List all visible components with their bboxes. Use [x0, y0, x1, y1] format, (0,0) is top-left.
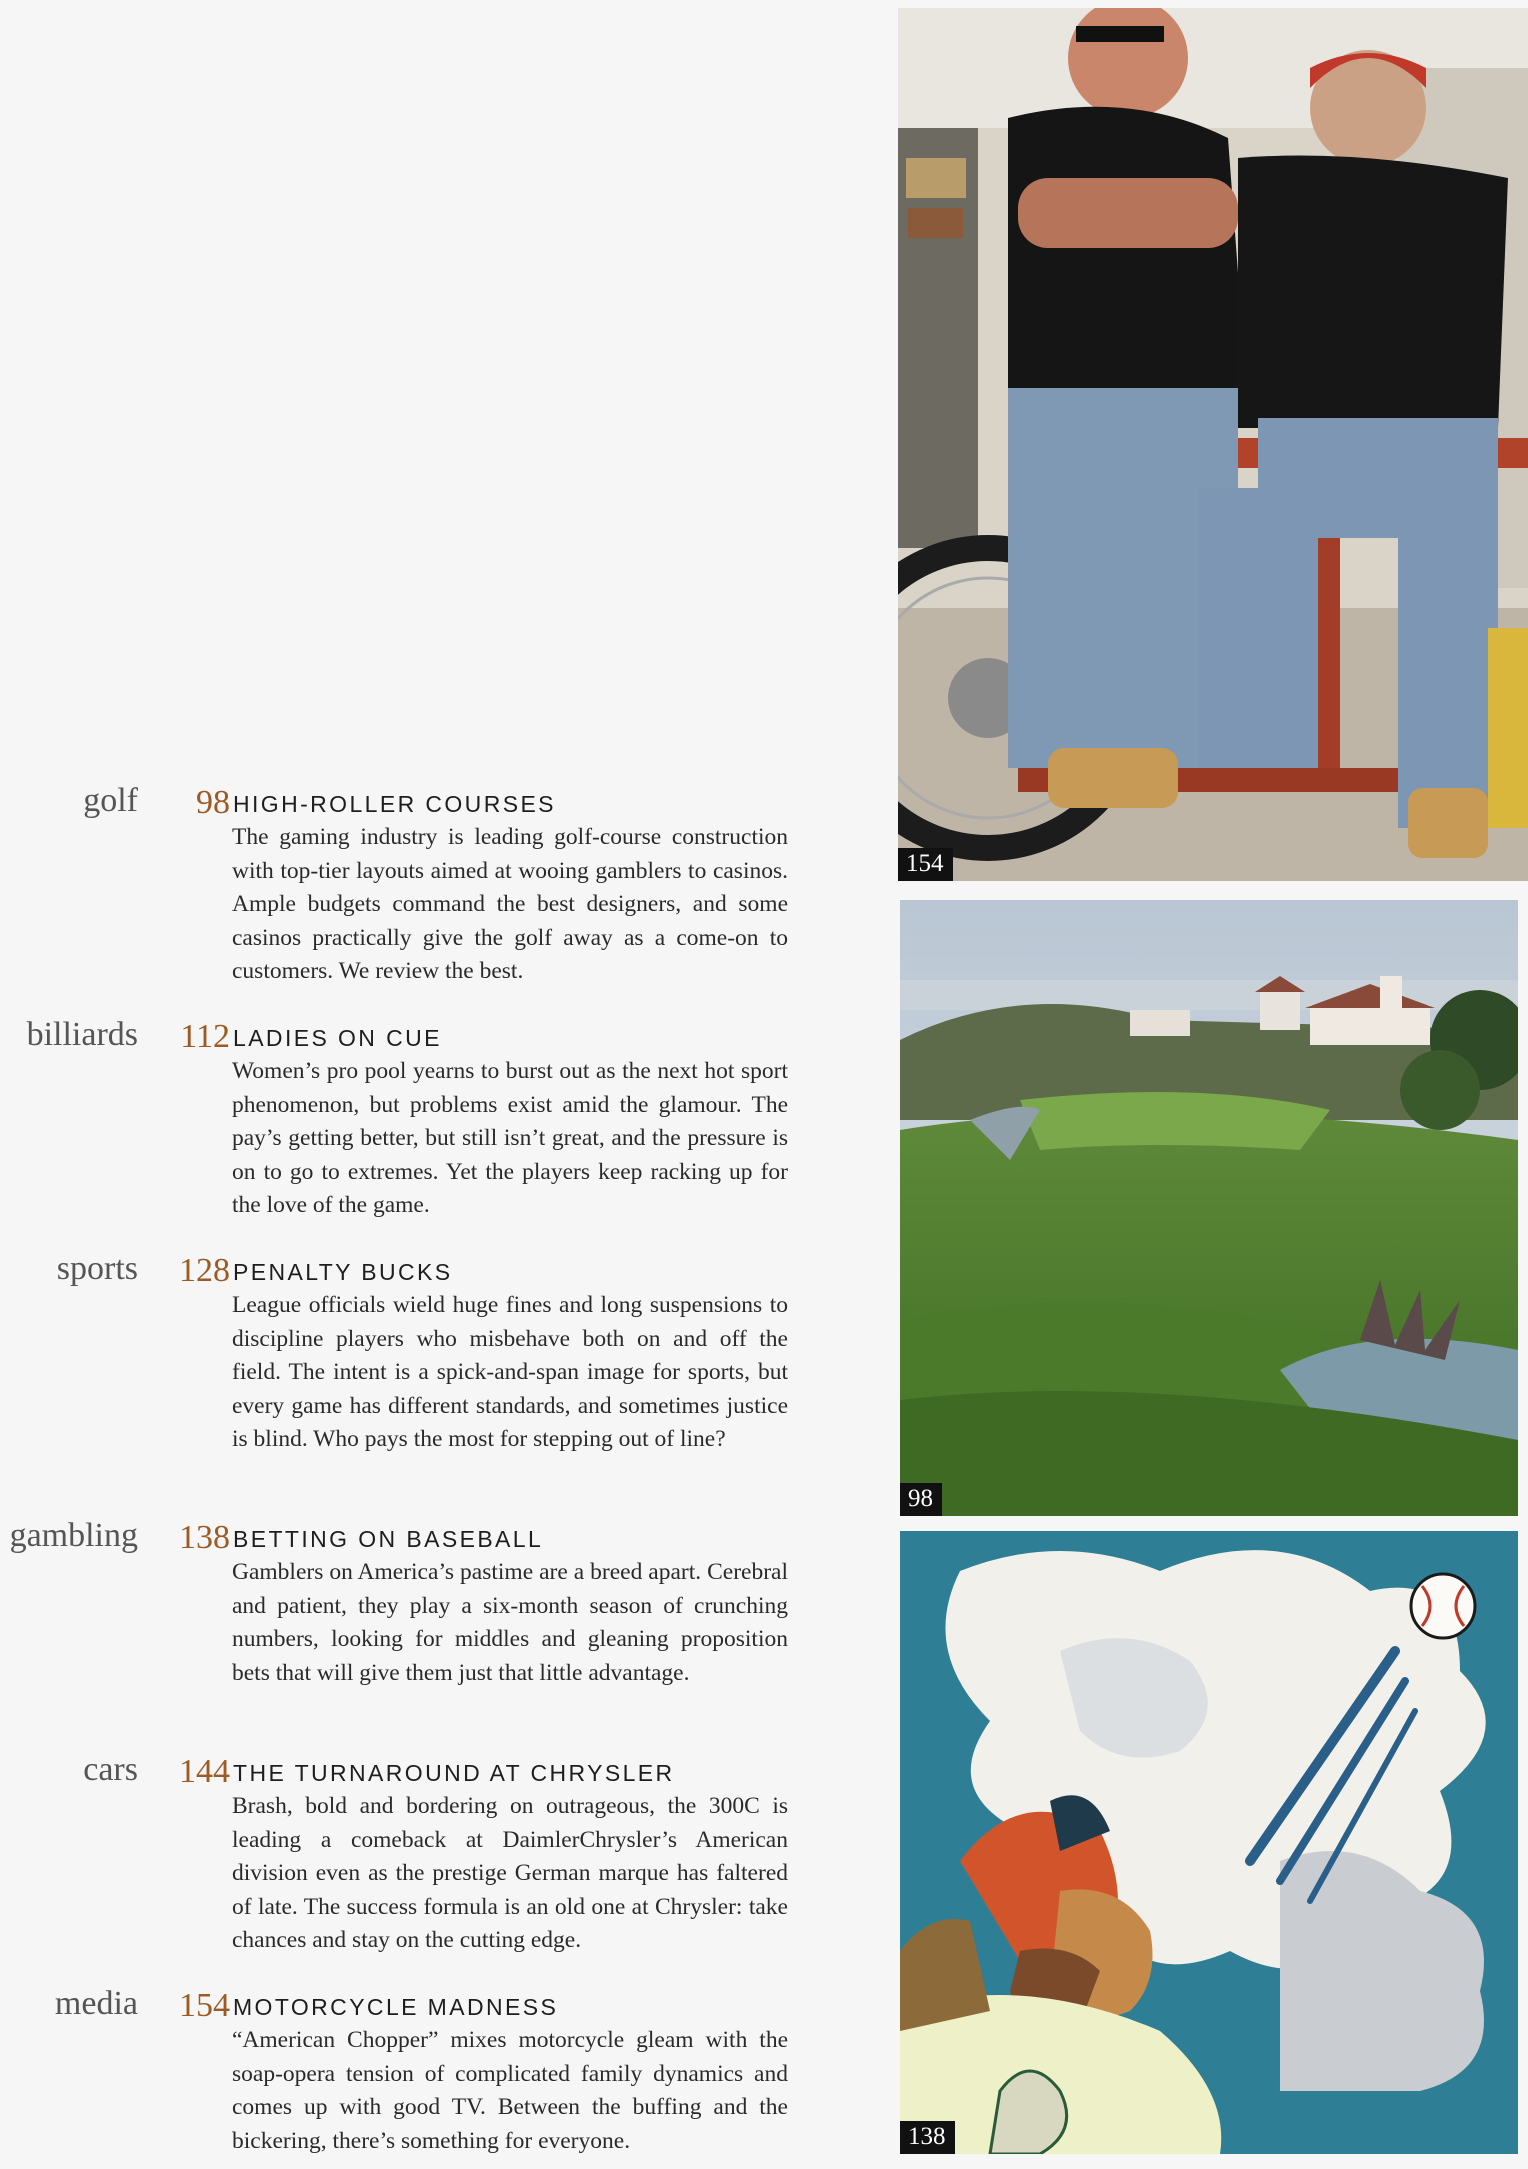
- page-number[interactable]: 98: [196, 784, 230, 821]
- article-description: The gaming industry is leading golf-course construction with top-tier layouts aimed at wooing gamblers to casinos. Ample budgets command the best designers, and some casinos practically give the golf away as a come-on to customers. We review the best.: [232, 824, 788, 985]
- section-label: cars: [83, 1751, 138, 1788]
- article-headline[interactable]: LADIES ON CUE: [233, 1025, 442, 1051]
- baseball-illustration-image: [900, 1531, 1518, 2154]
- photo-page-badge: 138: [900, 2121, 955, 2154]
- entry-cars[interactable]: [0, 1750, 800, 1960]
- section-label: billiards: [26, 1016, 138, 1053]
- article-description: Brash, bold and bordering on outrageous, the 300C is leading a comeback at DaimlerChrysler’s American division even as the prestige German marque has faltered of late. The success formula is an old one at Chrysler: take chances and stay on the cutting edge.: [232, 1793, 788, 1954]
- article-headline[interactable]: THE TURNAROUND AT CHRYSLER: [233, 1760, 675, 1786]
- article-headline[interactable]: HIGH-ROLLER COURSES: [233, 791, 556, 817]
- photo-page-badge: 98: [900, 1483, 942, 1516]
- men-garage-image: [898, 8, 1528, 881]
- article-description: “American Chopper” mixes motorcycle gleam with the soap-opera tension of complicated family dynamics and comes up with good TV. Between the buffing and the bickering, there’s something for everyone.: [232, 2027, 788, 2154]
- page-number[interactable]: 128: [179, 1252, 230, 1289]
- article-headline[interactable]: BETTING ON BASEBALL: [233, 1526, 544, 1552]
- section-label: media: [54, 1985, 138, 2022]
- golf-course-image: [900, 900, 1518, 1516]
- page-number[interactable]: 154: [179, 1987, 230, 2024]
- entry-billiards[interactable]: [0, 1015, 800, 1225]
- section-label: sports: [56, 1250, 138, 1287]
- entry-media[interactable]: [0, 1984, 800, 2169]
- photo-page-badge: 154: [898, 848, 953, 881]
- article-headline[interactable]: PENALTY BUCKS: [233, 1259, 453, 1285]
- page-number[interactable]: 144: [179, 1753, 230, 1790]
- section-label: gambling: [9, 1517, 138, 1554]
- entry-sports[interactable]: [0, 1249, 800, 1489]
- men-garage-photo[interactable]: [898, 8, 1528, 881]
- article-headline[interactable]: MOTORCYCLE MADNESS: [233, 1994, 559, 2020]
- article-description: Women’s pro pool yearns to burst out as the next hot sport phenomenon, but problems exist amid the glamour. The pay’s getting better, but still isn’t great, and the pressure is on to go to extremes. Yet the players keep racking up for the love of the game.: [232, 1058, 788, 1219]
- page-number[interactable]: 112: [180, 1018, 230, 1055]
- page-number[interactable]: 138: [179, 1519, 230, 1556]
- article-description: Gamblers on America’s pastime are a breed apart. Cerebral and patient, they play a six-month season of crunching numbers, looking for middles and gleaning proposition bets that will give them just that little advantage.: [232, 1559, 788, 1686]
- article-description: League officials wield huge fines and long suspensions to discipline players who misbehave both on and off the field. The intent is a spick-and-span image for sports, but every game has different standards, and sometimes justice is blind. Who pays the most for stepping out of line?: [232, 1292, 788, 1453]
- entry-golf[interactable]: [0, 781, 800, 991]
- golf-course-photo[interactable]: [900, 900, 1518, 1516]
- baseball-illustration[interactable]: [900, 1531, 1518, 2154]
- section-label: golf: [83, 782, 138, 819]
- entry-gambling[interactable]: [0, 1516, 800, 1726]
